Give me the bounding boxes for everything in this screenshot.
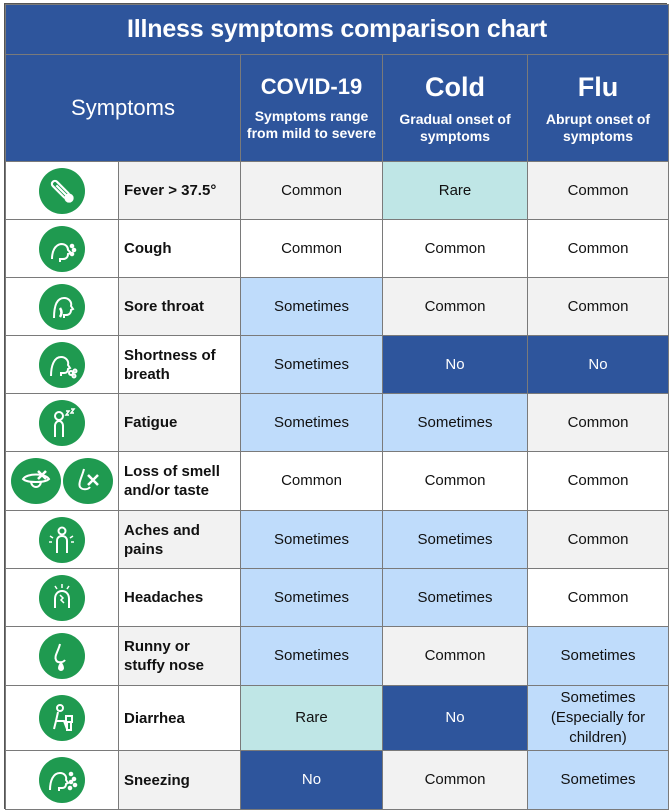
cold-value: Sometimes	[383, 569, 528, 627]
cold-value: Common	[383, 627, 528, 686]
icon-cell	[6, 751, 119, 810]
icon-cell	[6, 278, 119, 336]
flu-value: Common	[528, 569, 669, 627]
icon-cell	[6, 511, 119, 569]
breath-icon	[39, 342, 85, 388]
comparison-table	[5, 4, 669, 810]
header-row	[6, 55, 669, 162]
covid-value: Common	[241, 220, 383, 278]
table-row-runny-or-stuffy-nose	[6, 627, 669, 686]
table-row-diarrhea	[6, 686, 669, 751]
icon-cell	[6, 394, 119, 452]
symptom-label: Fever > 37.5°	[119, 162, 241, 220]
symptom-label: Headaches	[119, 569, 241, 627]
header-symptoms: Symptoms	[6, 55, 241, 162]
headache-icon	[39, 575, 85, 621]
covid-value: No	[241, 751, 383, 810]
header-subtitle: Symptoms range from mild to severe	[246, 108, 377, 141]
covid-value: Sometimes	[241, 394, 383, 452]
header-flu	[528, 55, 669, 162]
table-row-cough	[6, 220, 669, 278]
flu-value: Common	[528, 220, 669, 278]
covid-value: Common	[241, 452, 383, 511]
cold-value: No	[383, 336, 528, 394]
cold-value: Rare	[383, 162, 528, 220]
icon-cell	[6, 627, 119, 686]
cold-value: Sometimes	[383, 511, 528, 569]
table-row-aches-and-pains	[6, 511, 669, 569]
nose-x-icon	[63, 458, 113, 504]
runny-nose-icon	[39, 633, 85, 679]
table-row-fever-37-5	[6, 162, 669, 220]
table-row-headaches	[6, 569, 669, 627]
symptom-label: Sneezing	[119, 751, 241, 810]
cold-value: Common	[383, 278, 528, 336]
table-row-fatigue	[6, 394, 669, 452]
icon-cell	[6, 569, 119, 627]
symptom-label: Sore throat	[119, 278, 241, 336]
flu-value: Common	[528, 452, 669, 511]
flu-value: Sometimes	[528, 627, 669, 686]
covid-value: Sometimes	[241, 511, 383, 569]
header-name: Cold	[425, 71, 485, 102]
symptom-label: Diarrhea	[119, 686, 241, 751]
flu-value: Common	[528, 394, 669, 452]
table-row-sneezing	[6, 751, 669, 810]
header-subtitle: Gradual onset of symptoms	[399, 110, 511, 144]
symptom-label: Loss of smell and/or taste	[119, 452, 241, 511]
header-subtitle: Abrupt onset of symptoms	[545, 110, 651, 144]
cold-value: Common	[383, 220, 528, 278]
header-covid	[241, 55, 383, 162]
symptom-label: Shortness of breath	[119, 336, 241, 394]
symptom-label: Cough	[119, 220, 241, 278]
header-name: Flu	[577, 71, 619, 102]
symptom-label: Runny or stuffy nose	[119, 627, 241, 686]
cough-icon	[39, 226, 85, 272]
comparison-chart	[4, 3, 667, 809]
covid-value: Sometimes	[241, 569, 383, 627]
flu-value: Common	[528, 278, 669, 336]
symptom-label: Fatigue	[119, 394, 241, 452]
fatigue-icon	[39, 400, 85, 446]
icon-cell	[6, 452, 119, 511]
table-row-loss-of-smell-and-or-taste	[6, 452, 669, 511]
icon-cell	[6, 336, 119, 394]
header-cold	[383, 55, 528, 162]
chart-title: Illness symptoms comparison chart	[6, 5, 669, 55]
icon-cell	[6, 220, 119, 278]
covid-value: Sometimes	[241, 627, 383, 686]
symptom-label: Aches and pains	[119, 511, 241, 569]
cold-value: Common	[383, 751, 528, 810]
diarrhea-icon	[39, 695, 85, 741]
table-row-sore-throat	[6, 278, 669, 336]
covid-value: Rare	[241, 686, 383, 751]
header-name: COVID-19	[260, 74, 363, 99]
thermometer-icon	[39, 168, 85, 214]
covid-value: Common	[241, 162, 383, 220]
cold-value: Sometimes	[383, 394, 528, 452]
sneezing-icon	[39, 757, 85, 803]
flu-value: No	[528, 336, 669, 394]
flu-value: Sometimes	[528, 751, 669, 810]
covid-value: Sometimes	[241, 278, 383, 336]
flu-value: Sometimes (Especially for children)	[528, 686, 669, 751]
table-row-shortness-of-breath	[6, 336, 669, 394]
tongue-x-icon	[11, 458, 61, 504]
sore-throat-icon	[39, 284, 85, 330]
icon-cell	[6, 686, 119, 751]
cold-value: Common	[383, 452, 528, 511]
flu-value: Common	[528, 511, 669, 569]
cold-value: No	[383, 686, 528, 751]
aches-icon	[39, 517, 85, 563]
flu-value: Common	[528, 162, 669, 220]
icon-cell	[6, 162, 119, 220]
covid-value: Sometimes	[241, 336, 383, 394]
